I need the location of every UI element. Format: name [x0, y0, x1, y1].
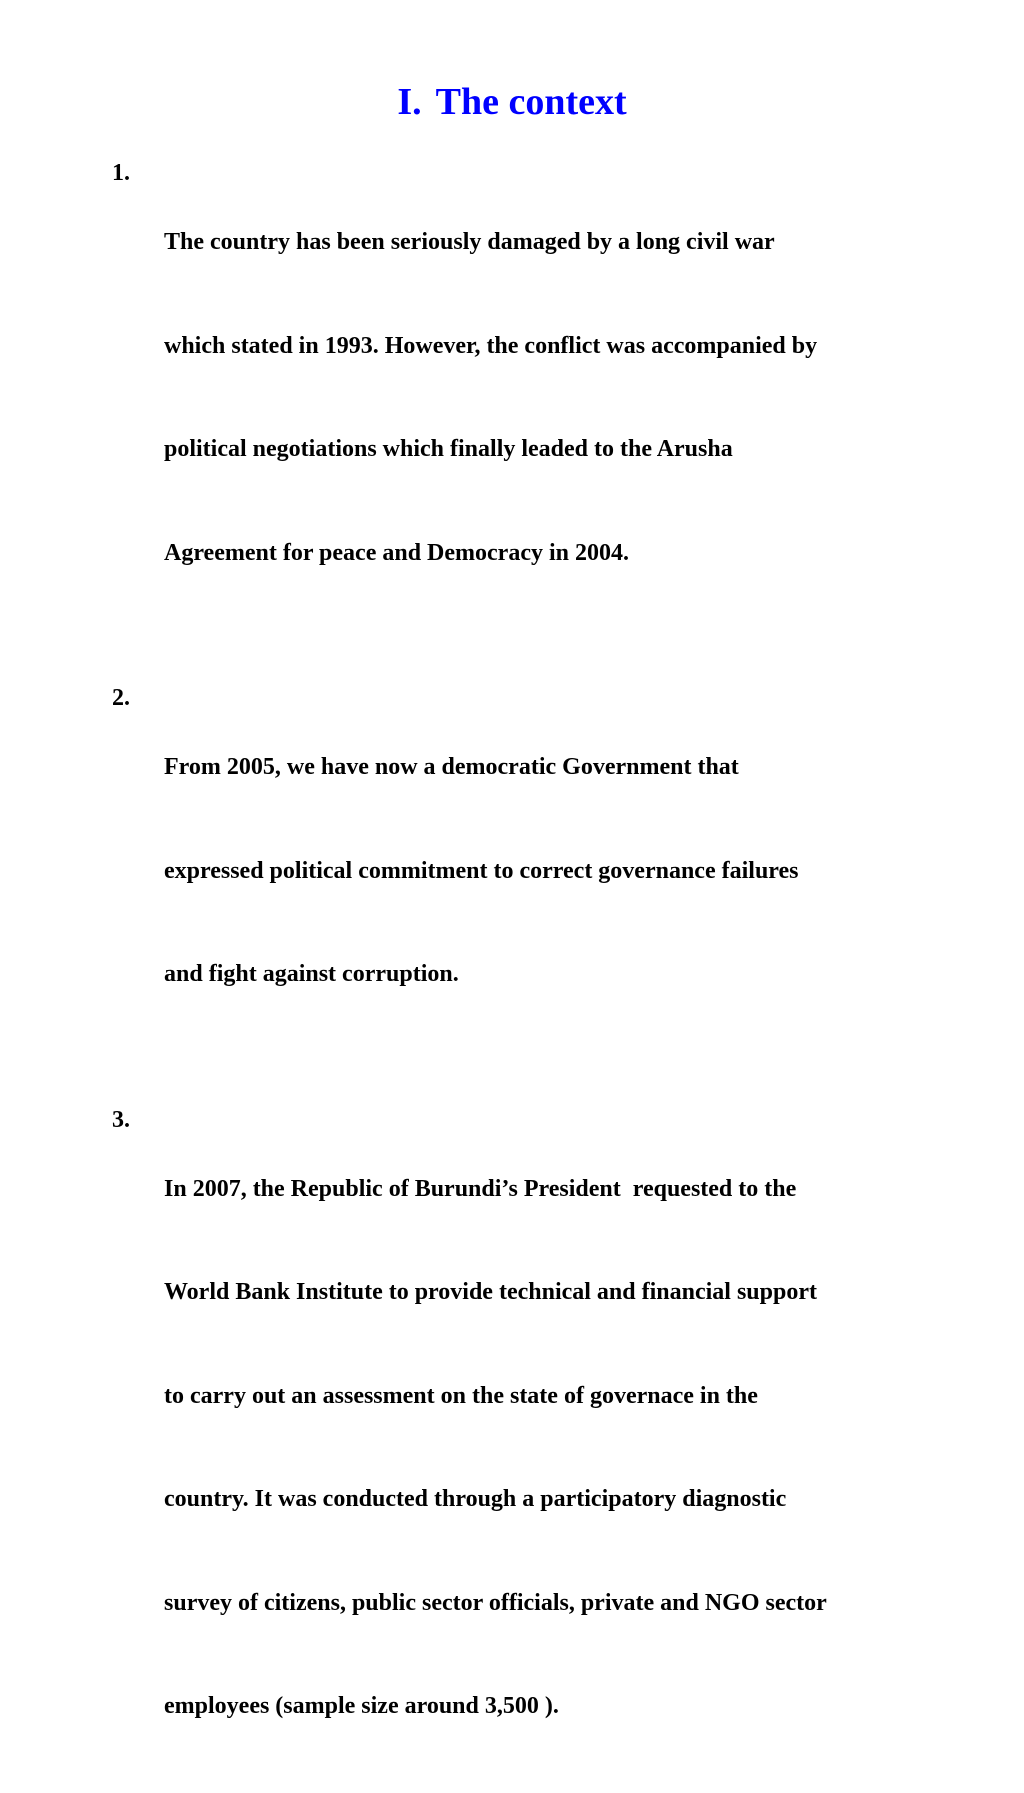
list-item-line: country. It was conducted through a participatory diagnostic — [164, 1486, 787, 1512]
list-item-line: From 2005, we have now a democratic Government that — [164, 754, 739, 780]
slide-title — [0, 78, 1024, 126]
list-item-text — [164, 156, 964, 639]
list-item-line: The country has been seriously damaged by a long civil war — [164, 229, 775, 255]
list-item — [112, 1103, 972, 1793]
list-item-line: to carry out an assessment on the state of governace in the — [164, 1382, 758, 1409]
list-item-line: and fight against corruption. — [164, 961, 459, 987]
numbered-list — [112, 156, 972, 1793]
list-item-number: 1. — [112, 160, 130, 186]
list-item-line: survey of citizens, public sector officials, private and NGO sector — [164, 1589, 827, 1616]
list-item-line: political negotiations which finally leaded to the Arusha — [164, 436, 733, 462]
list-item — [112, 681, 972, 1061]
list-item-text — [164, 1103, 964, 1793]
list-item-line: which stated in 1993. However, the conflict was accompanied by — [164, 332, 818, 359]
list-item — [112, 156, 972, 639]
list-item-line: In 2007, the Republic of Burundi’s President requested to the — [164, 1175, 797, 1202]
list-item-number: 2. — [112, 685, 130, 711]
title-text: The context — [435, 81, 627, 123]
title-number: I. — [397, 81, 422, 123]
list-item-line: expressed political commitment to correct governance failures — [164, 857, 799, 884]
list-item-text — [164, 681, 964, 1061]
list-item-line: Agreement for peace and Democracy in 2004. — [164, 539, 629, 566]
list-item-line: World Bank Institute to provide technical and financial support — [164, 1279, 817, 1305]
list-item-line: employees (sample size around 3,500 ). — [164, 1693, 559, 1719]
list-item-number: 3. — [112, 1106, 130, 1133]
